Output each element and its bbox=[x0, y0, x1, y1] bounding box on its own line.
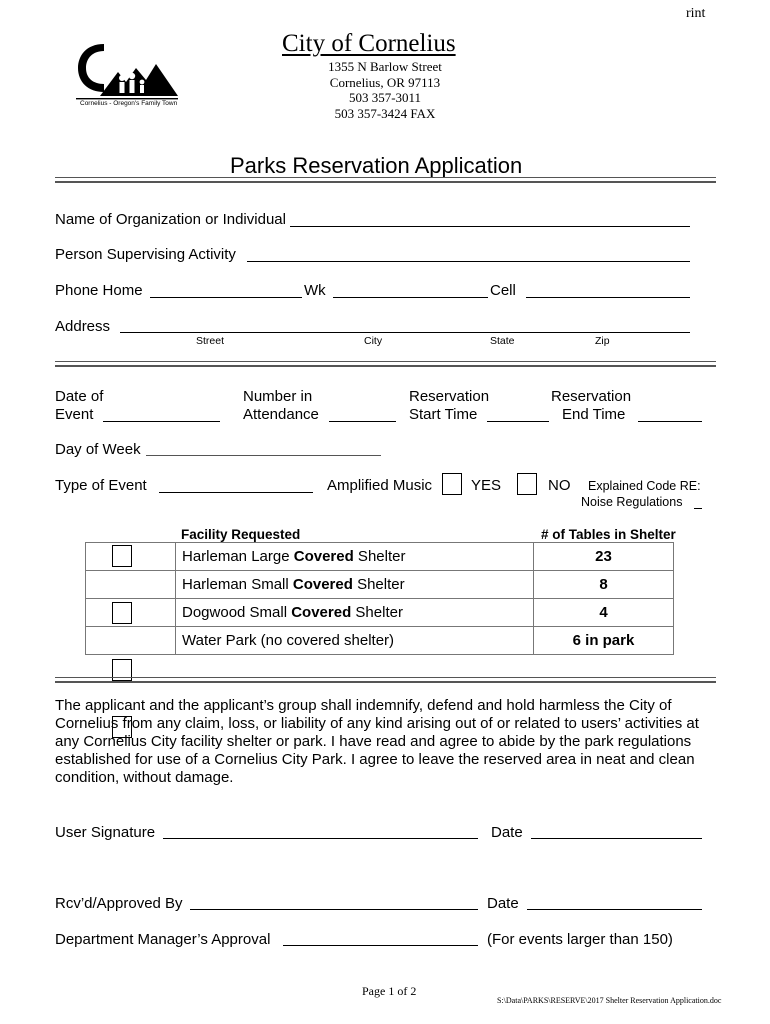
facility-tables: 6 in park bbox=[534, 627, 674, 655]
facility-tables: 23 bbox=[534, 543, 674, 571]
title-divider bbox=[55, 177, 716, 183]
facility-tables: 8 bbox=[534, 571, 674, 599]
address-street-caption: Street bbox=[196, 335, 225, 347]
org-label: Name of Organization or Individual bbox=[55, 211, 286, 228]
manager-input[interactable] bbox=[283, 945, 478, 946]
end-time-label-line1: Reservation bbox=[551, 388, 632, 405]
attendance-label bbox=[243, 388, 319, 424]
music-no-checkbox[interactable] bbox=[517, 473, 537, 495]
received-label: Rcv’d/Approved By bbox=[55, 895, 183, 912]
music-label: Amplified Music bbox=[327, 477, 433, 494]
facility-checkbox-cell bbox=[86, 543, 176, 571]
facility-checkbox-cell bbox=[86, 627, 176, 655]
user-signature-input[interactable] bbox=[163, 838, 478, 839]
address-zip-caption: Zip bbox=[595, 335, 610, 347]
table-row bbox=[86, 627, 674, 655]
phone-home-label: Phone Home bbox=[55, 282, 143, 299]
phone-cell-label: Cell bbox=[490, 282, 516, 299]
city-logo bbox=[74, 38, 184, 112]
facility-name: Water Park (no covered shelter) bbox=[176, 627, 534, 655]
user-signature-label: User Signature bbox=[55, 824, 156, 841]
table-row bbox=[86, 599, 674, 627]
music-no-label: NO bbox=[548, 477, 571, 494]
city-phone: 503 357-3011 bbox=[348, 90, 422, 105]
date-label bbox=[55, 388, 103, 424]
phone-cell-input[interactable] bbox=[526, 297, 690, 298]
attendance-label-line2: Attendance bbox=[243, 406, 319, 423]
table-row bbox=[86, 543, 674, 571]
user-date-input[interactable] bbox=[531, 838, 702, 839]
facility-name: Harleman Large Covered Shelter bbox=[176, 543, 534, 571]
phone-wk-label: Wk bbox=[304, 282, 326, 299]
phone-wk-input[interactable] bbox=[333, 297, 488, 298]
day-label: Day of Week bbox=[55, 441, 141, 458]
code-label-line2: Noise Regulations bbox=[581, 495, 683, 509]
manager-label: Department Manager’s Approval bbox=[55, 931, 271, 948]
event-type-input[interactable] bbox=[159, 492, 313, 493]
file-path: S:\Data\PARKS\RESERVE\2017 Shelter Reservation Application.doc bbox=[497, 996, 722, 1005]
received-date-input[interactable] bbox=[527, 909, 702, 910]
start-time-input[interactable] bbox=[487, 421, 549, 422]
day-input[interactable] bbox=[146, 455, 381, 456]
tables-header: # of Tables in Shelter bbox=[541, 527, 676, 542]
code-label-line1: Explained Code RE: bbox=[588, 479, 701, 493]
manager-note: (For events larger than 150) bbox=[487, 931, 673, 948]
user-date-label: Date bbox=[491, 824, 523, 841]
event-type-label: Type of Event bbox=[55, 477, 147, 494]
attendance-input[interactable] bbox=[329, 421, 396, 422]
page-number: Page 1 of 2 bbox=[362, 984, 417, 998]
facility-name: Dogwood Small Covered Shelter bbox=[176, 599, 534, 627]
facility-checkbox-cell bbox=[86, 571, 176, 599]
start-time-label bbox=[409, 388, 489, 424]
city-name: City of Cornelius bbox=[282, 30, 456, 57]
facility-checkbox-cell bbox=[86, 599, 176, 627]
start-time-label-line1: Reservation bbox=[409, 388, 490, 405]
music-yes-label: YES bbox=[471, 477, 502, 494]
facility-table bbox=[85, 542, 674, 655]
end-time-label-line2: End Time bbox=[562, 406, 626, 423]
start-time-label-line2: Start Time bbox=[409, 406, 478, 423]
address-label: Address bbox=[55, 318, 111, 335]
phone-home-input[interactable] bbox=[150, 297, 302, 298]
facility-tables: 4 bbox=[534, 599, 674, 627]
date-label-line1: Date of bbox=[55, 388, 104, 405]
table-row bbox=[86, 571, 674, 599]
received-input[interactable] bbox=[190, 909, 478, 910]
facility-name: Harleman Small Covered Shelter bbox=[176, 571, 534, 599]
city-fax: 503 357-3424 FAX bbox=[334, 105, 436, 121]
facility-header: Facility Requested bbox=[181, 527, 301, 542]
org-input[interactable] bbox=[290, 226, 690, 227]
supervisor-label: Person Supervising Activity bbox=[55, 246, 236, 263]
city-street: 1355 N Barlow Street bbox=[328, 59, 442, 74]
received-date-label: Date bbox=[487, 895, 519, 912]
facility-checkbox-harleman-large[interactable] bbox=[112, 545, 132, 567]
logo-tagline: Cornelius - Oregon's Family Town bbox=[80, 100, 178, 107]
corner-text: rint bbox=[686, 6, 706, 21]
city-address-block bbox=[300, 59, 470, 121]
music-yes-checkbox[interactable] bbox=[442, 473, 462, 495]
city-state-zip: Cornelius, OR 97113 bbox=[329, 74, 441, 90]
date-input[interactable] bbox=[103, 421, 220, 422]
end-time-label bbox=[551, 388, 631, 424]
code-input[interactable] bbox=[694, 508, 702, 509]
end-time-input[interactable] bbox=[638, 421, 702, 422]
supervisor-input[interactable] bbox=[247, 261, 690, 262]
address-city-caption: City bbox=[364, 335, 383, 347]
agreement-text: The applicant and the applicant’s group shall indemnify, defend and hold harmless the City of Cornelius from any claim, loss, or liability of any kind arising out of or related to users’ activities at any Cornelius City facility shelter or park. I have read and agree to abide by the park regulations established for use of a Cornelius City Park. I agree to leave the reserved area in neat and clean condition, without damage. bbox=[55, 697, 699, 786]
section-divider-1 bbox=[55, 361, 716, 367]
address-state-caption: State bbox=[490, 335, 515, 347]
section-divider-2 bbox=[55, 677, 716, 683]
date-label-line2: Event bbox=[55, 406, 94, 423]
address-input[interactable] bbox=[120, 332, 690, 333]
page-title: Parks Reservation Application bbox=[230, 153, 523, 178]
attendance-label-line1: Number in bbox=[243, 388, 313, 405]
